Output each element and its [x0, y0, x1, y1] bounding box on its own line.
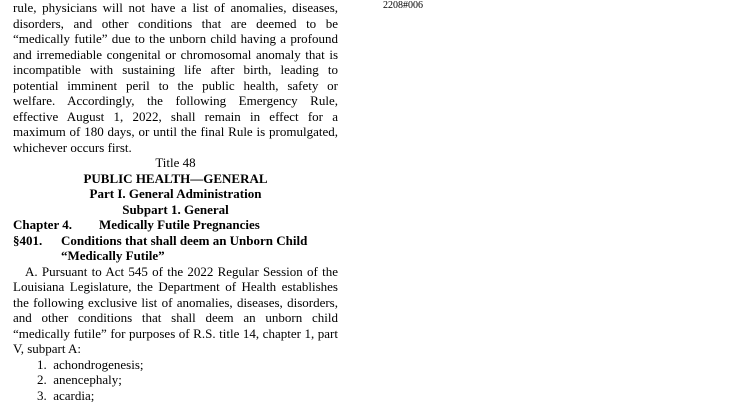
list-item: [13, 388, 338, 403]
list-item: [13, 372, 338, 388]
chapter-name: Medically Futile Pregnancies: [99, 217, 260, 232]
section-name-line2: “Medically Futile”: [13, 248, 338, 264]
section-number: §401.: [13, 233, 61, 249]
document-column: [13, 0, 338, 403]
title-heading: Title 48: [13, 155, 338, 171]
chapter-number: Chapter 4.: [13, 217, 99, 233]
part-heading: Part I. General Administration: [13, 186, 338, 202]
list-item-number: 3.: [37, 388, 47, 403]
list-item-text: achondrogenesis;: [53, 357, 143, 372]
list-item: [13, 357, 338, 373]
intro-paragraph: rule, physicians will not have a list of anomalies, diseases, disorders, and other conditions that are deemed to be “medically futile” due to the unborn child having a profound and irremediable congenital or chromosomal anomaly that is incompatible with sustaining life after birth, leading to potential imminent peril to the public health, safety or welfare. Accordingly, the following Emergency Rule, effective August 1, 2022, shall remain in effect for a maximum of 180 days, or until the final Rule is promulgated, whichever occurs first.: [13, 0, 338, 155]
list-item-number: 2.: [37, 372, 47, 387]
paragraph-a: A. Pursuant to Act 545 of the 2022 Regular Session of the Louisiana Legislature, the Department of Health establishes the following exclusive list of anomalies, diseases, disorders, and other conditions that shall deem an unborn child “medically futile” for purposes of R.S. title 14, chapter 1, part V, subpart A:: [13, 264, 338, 357]
chapter-heading: [13, 217, 338, 233]
condition-list: [13, 357, 338, 403]
subject-heading: PUBLIC HEALTH—GENERAL: [13, 171, 338, 187]
section-heading: [13, 233, 338, 249]
section-name-line1: Conditions that shall deem an Unborn Child: [61, 233, 307, 248]
subpart-heading: Subpart 1. General: [13, 202, 338, 218]
document-id: 2208#006: [383, 0, 423, 12]
list-item-text: acardia;: [53, 388, 94, 403]
list-item-number: 1.: [37, 357, 47, 372]
list-item-text: anencephaly;: [53, 372, 122, 387]
